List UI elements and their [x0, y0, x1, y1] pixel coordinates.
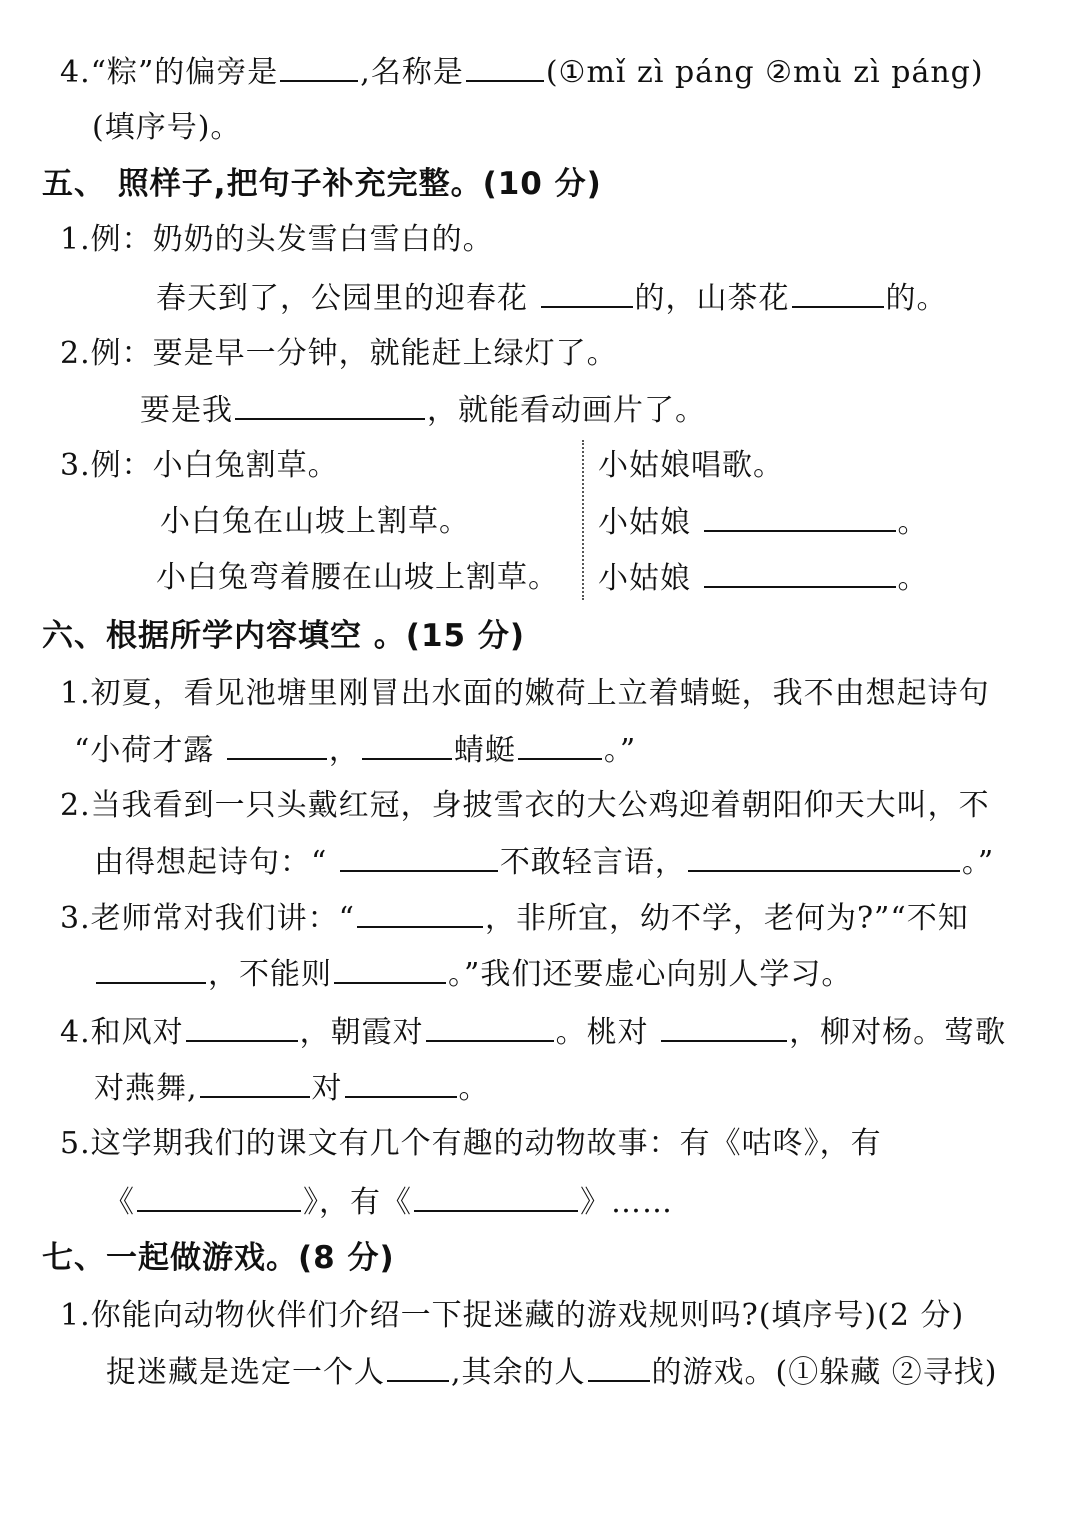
sec4-q4-line1: 4.“粽”的偏旁是 ,名称是 (①mǐ zì páng ②mù zì páng): [60, 52, 984, 93]
answer-blank[interactable]: [541, 278, 633, 308]
sec5-q3-example-1: 3.例：小白兔割草。: [60, 448, 339, 483]
sec6-q4-line1: 4.和风对 ，朝霞对 。桃对 ，柳对杨。莺歌: [60, 1012, 1006, 1053]
answer-blank[interactable]: [345, 1068, 457, 1098]
sec5-q3-right-2: 小姑娘 。: [598, 502, 929, 543]
answer-blank[interactable]: [340, 842, 498, 872]
answer-blank[interactable]: [466, 52, 544, 82]
sec6-q4-line2: 对燕舞, 对 。: [94, 1068, 490, 1109]
sec5-q2-example: 2.例：要是早一分钟，就能赶上绿灯了。: [60, 336, 618, 371]
sec5-q3-right-3: 小姑娘 。: [598, 558, 929, 599]
answer-blank[interactable]: [704, 502, 896, 532]
answer-blank[interactable]: [137, 1182, 301, 1212]
sec5-q3-example-2: 小白兔在山坡上割草。: [160, 504, 470, 539]
answer-blank[interactable]: [704, 558, 896, 588]
sec6-q5-line2: 《 》，有《 》……: [104, 1182, 673, 1223]
answer-blank[interactable]: [227, 730, 327, 760]
answer-blank[interactable]: [661, 1012, 787, 1042]
answer-blank[interactable]: [235, 390, 425, 420]
answer-blank[interactable]: [387, 1352, 449, 1382]
sec5-q3-right-1: 小姑娘唱歌。: [598, 448, 784, 483]
answer-blank[interactable]: [688, 842, 960, 872]
answer-blank[interactable]: [96, 954, 206, 984]
sec6-q3-line2: ，不能则 。”我们还要虚心向别人学习。: [94, 954, 852, 995]
section-5-title: 五、 照样子,把句子补充完整。(10 分): [42, 166, 602, 202]
sec5-q2-fill: 要是我 ，就能看动画片了。: [140, 390, 706, 431]
sec6-q1-line1: 1.初夏，看见池塘里刚冒出水面的嫩荷上立着蜻蜓，我不由想起诗句: [60, 676, 990, 711]
sec6-q2-line1: 2.当我看到一只头戴红冠，身披雪衣的大公鸡迎着朝阳仰天大叫，不: [60, 788, 990, 823]
answer-blank[interactable]: [588, 1352, 650, 1382]
sec6-q2-line2: 由得想起诗句：“ 不敢轻言语， 。”: [94, 842, 994, 883]
dotted-divider: [582, 440, 584, 600]
answer-blank[interactable]: [186, 1012, 298, 1042]
sec4-q4-line2: (填序号)。: [92, 110, 242, 145]
answer-blank[interactable]: [357, 898, 483, 928]
answer-blank[interactable]: [792, 278, 884, 308]
answer-blank[interactable]: [280, 52, 358, 82]
section-6-title: 六、根据所学内容填空 。(15 分): [42, 618, 526, 654]
answer-blank[interactable]: [426, 1012, 554, 1042]
section-7-title: 七、一起做游戏。(8 分): [42, 1240, 395, 1276]
answer-blank[interactable]: [518, 730, 602, 760]
answer-blank[interactable]: [334, 954, 446, 984]
answer-blank[interactable]: [414, 1182, 578, 1212]
sec6-q3-line1: 3.老师常对我们讲：“ ，非所宜，幼不学，老何为?”“不知: [60, 898, 969, 939]
answer-blank[interactable]: [362, 730, 452, 760]
sec6-q5-line1: 5.这学期我们的课文有几个有趣的动物故事：有《咕咚》，有: [60, 1126, 882, 1161]
answer-blank[interactable]: [200, 1068, 310, 1098]
sec5-q1-example: 1.例：奶奶的头发雪白雪白的。: [60, 222, 494, 257]
sec6-q1-line2: “小荷才露 ， 蜻蜓 。”: [74, 730, 636, 771]
sec7-q1-line2: 捉迷藏是选定一个人 ,其余的人 的游戏。(①躲藏 ②寻找): [106, 1352, 998, 1393]
sec7-q1-line1: 1.你能向动物伙伴们介绍一下捉迷藏的游戏规则吗?(填序号)(2 分): [60, 1298, 965, 1333]
sec5-q1-fill: 春天到了，公园里的迎春花 的，山茶花 的。: [156, 278, 948, 319]
sec5-q3-example-3: 小白兔弯着腰在山坡上割草。: [156, 560, 559, 595]
